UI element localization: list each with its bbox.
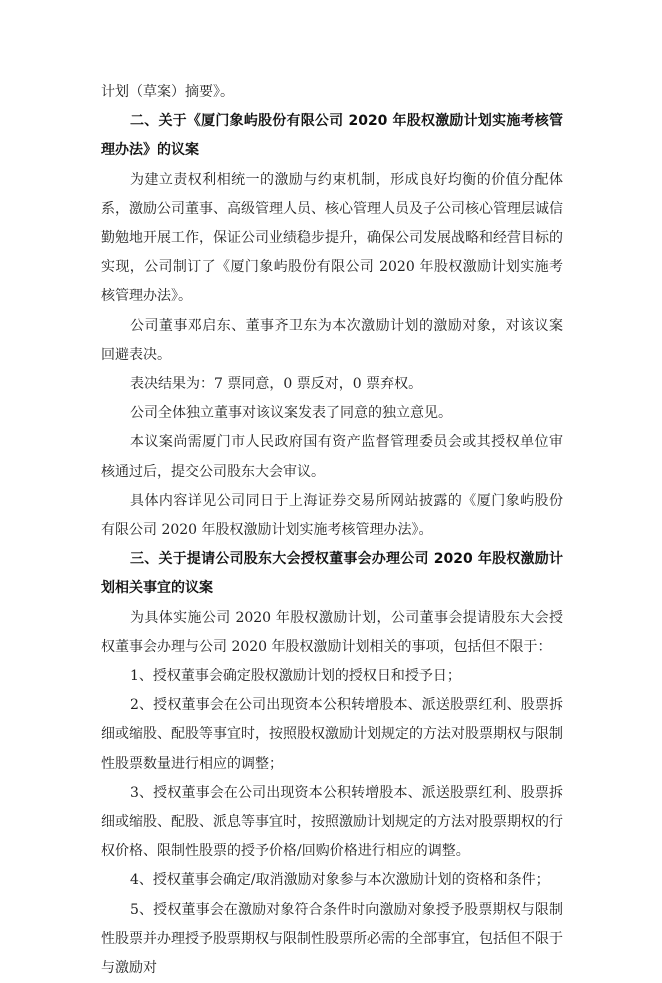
paragraph-authorization-intro: 为具体实施公司 2020 年股权激励计划，公司董事会提请股东大会授权董事会办理与公司 2020 年股权激励计划相关的事项，包括但不限于： — [101, 609, 563, 655]
paragraph-independent-opinion: 公司全体独立董事对该议案发表了同意的独立意见。 — [130, 405, 452, 422]
paragraph-continuation: 计划（草案）摘要》。 — [101, 84, 234, 100]
document-page — [101, 78, 563, 983]
paragraph-disclosure: 具体内容详见公司同日于上海证券交易所网站披露的《厦门象屿股份有限公司 2020 年股权激励计划实施考核管理办法》。 — [101, 492, 563, 539]
list-item-3: 3、授权董事会在公司出现资本公积转增股本、派送股票红利、股票拆细或缩股、配股、派息等事宜时，按照激励计划规定的方法对股票期权的行权价格、限制性股票的授予价格/回购价格进行相应的调整。 — [101, 784, 563, 860]
paragraph-purpose: 为建立责权利相统一的激励与约束机制，形成良好均衡的价值分配体系，激励公司董事、高级管理人员、核心管理人员及子公司核心管理层诚信勤勉地开展工作，保证公司业绩稳步提升，确保公司发展战略和经营目标的实现，公司制订了《厦门象屿股份有限公司 2020 年股权激励计划实施考核管理办法》。 — [101, 171, 563, 305]
list-item-1: 1、授权董事会确定股权激励计划的授权日和授予日； — [130, 668, 461, 685]
paragraph-vote-result: 表决结果为：7 票同意，0 票反对，0 票弃权。 — [130, 376, 423, 393]
list-item-2: 2、授权董事会在公司出现资本公积转增股本、派送股票红利、股票拆细或缩股、配股等事宜时，按照股权激励计划规定的方法对股票期权与限制性股票数量进行相应的调整； — [101, 697, 563, 772]
paragraph-recusal: 公司董事邓启东、董事齐卫东为本次激励计划的激励对象，对该议案回避表决。 — [101, 317, 563, 363]
list-item-4: 4、授权董事会确定/取消激励对象参与本次激励计划的资格和条件； — [130, 872, 550, 889]
section-heading-2: 二、关于《厦门象屿股份有限公司 2020 年股权激励计划实施考核管理办法》的议案 — [101, 113, 563, 159]
list-item-5: 5、授权董事会在激励对象符合条件时向激励对象授予股票期权与限制性股票并办理授予股票期权与限制性股票所必需的全部事宜，包括但不限于与激励对 — [101, 901, 563, 977]
section-heading-3: 三、关于提请公司股东大会授权董事会办理公司 2020 年股权激励计划相关事宜的议案 — [101, 551, 563, 597]
paragraph-approval-required: 本议案尚需厦门市人民政府国有资产监督管理委员会或其授权单位审核通过后，提交公司股东大会审议。 — [101, 434, 563, 480]
